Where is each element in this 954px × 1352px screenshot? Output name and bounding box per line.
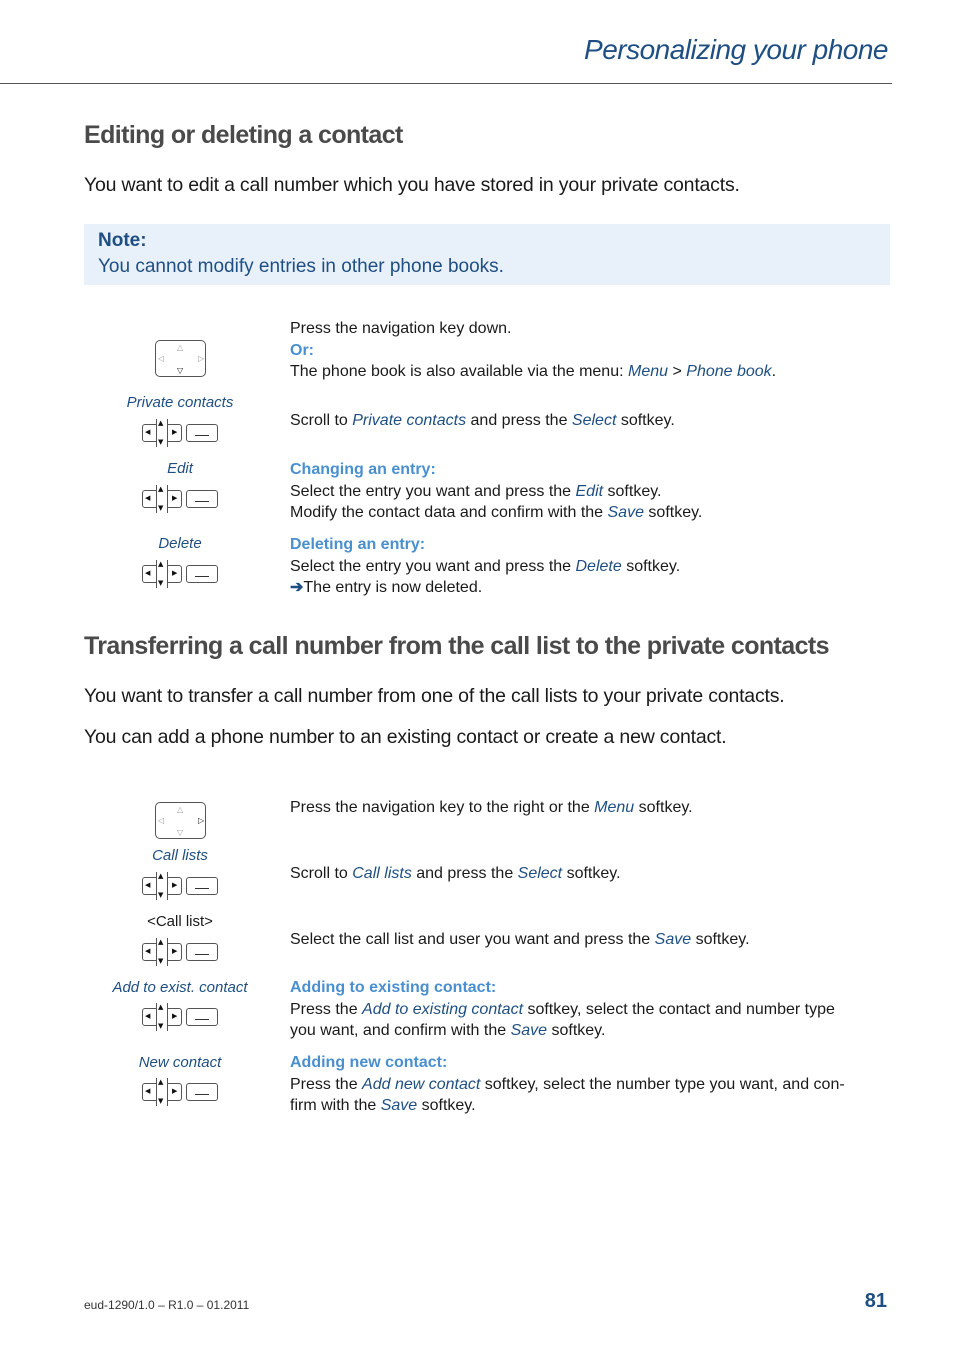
step-description — [290, 459, 890, 524]
navigation-key-icon — [155, 340, 206, 377]
step-keyword: Changing an entry: — [290, 461, 436, 478]
softkey-term: Delete — [575, 557, 622, 575]
phone-book-term: Phone book — [686, 363, 772, 380]
step-text — [290, 577, 890, 599]
arrow-down-icon: ▽ — [177, 828, 184, 837]
note-box — [84, 224, 890, 285]
arrow-right-icon: ▷ — [198, 354, 205, 363]
nav-cross-icon: ▲ ▼ ◀ ▶ — [142, 872, 182, 900]
menu-term: Private contacts — [352, 412, 467, 429]
section-intro-transferring-1: You want to transfer a call number from one of the call lists to your private contacts. — [84, 685, 785, 707]
softkey-term: Add new contact — [362, 1075, 481, 1093]
step-description — [290, 929, 890, 951]
softkey-term: Menu — [594, 799, 635, 816]
step-text — [290, 1095, 890, 1117]
header-divider — [0, 83, 892, 84]
nav-cross-icon: ▲ ▼ ◀ ▶ — [142, 938, 182, 966]
text-run: softkey. — [603, 482, 662, 500]
text-run: softkey, select the number type you want, and con- — [480, 1075, 845, 1093]
display-label-call-list: <Call list> — [147, 913, 213, 930]
text-run: The entry is now deleted. — [303, 579, 483, 596]
nav-cross-icon: ▲ ▼ ◀ ▶ — [142, 485, 182, 513]
section-heading-transferring: Transferring a call number from the call list to the private contacts — [84, 632, 829, 660]
text-run: Select the entry you want and press the — [290, 557, 576, 575]
step-text: Press the navigation key down. — [290, 320, 512, 337]
or-label: Or: — [290, 341, 314, 359]
text-run: softkey. — [643, 504, 703, 521]
text-run: The phone book is also available via the menu: — [290, 363, 628, 380]
softkey-term: Save — [607, 504, 644, 521]
text-run: and press the — [466, 412, 572, 429]
text-run: softkey. — [621, 557, 681, 575]
page-number: 81 — [864, 1290, 887, 1312]
step-description — [290, 318, 890, 383]
text-run: Select the call list and user you want and press the — [290, 931, 655, 948]
step-description — [290, 797, 890, 819]
section-intro-editing: You want to edit a call number which you have stored in your private contacts. — [84, 174, 740, 196]
step-keyword: Adding to existing contact: — [290, 979, 497, 996]
note-title: Note: — [98, 230, 147, 251]
softkey-icon — [142, 872, 218, 900]
softkey-icon — [142, 560, 218, 588]
step-description — [290, 410, 890, 432]
text-run: softkey. — [547, 1022, 606, 1039]
softkey-icon — [142, 1078, 218, 1106]
softkey-term: Save — [380, 1097, 418, 1114]
text-run: softkey. — [634, 799, 693, 816]
text-run: Select the entry you want and press the — [290, 482, 576, 500]
text-run: Scroll to — [290, 865, 353, 882]
arrow-up-icon: △ — [177, 805, 184, 814]
step-description — [290, 977, 890, 1042]
softkey-term: Select — [571, 412, 617, 429]
softkey-term: Select — [517, 865, 563, 882]
display-label-edit: Edit — [167, 460, 193, 477]
display-label-private-contacts: Private contacts — [126, 394, 234, 411]
display-label-delete: Delete — [158, 535, 202, 552]
section-intro-transferring-2: You can add a phone number to an existing contact or create a new contact. — [84, 726, 727, 748]
arrow-left-icon: ◁ — [158, 354, 165, 363]
softkey-icon — [142, 938, 218, 966]
note-text: You cannot modify entries in other phone books. — [98, 256, 504, 277]
softkey-button-icon — [186, 943, 218, 961]
softkey-icon — [142, 485, 218, 513]
page-header-title: Personalizing your phone — [584, 34, 888, 65]
step-text — [290, 502, 890, 524]
menu-term: Menu — [628, 363, 669, 380]
step-text — [290, 999, 890, 1021]
text-run: Modify the contact data and confirm with the — [290, 504, 608, 521]
softkey-button-icon — [186, 1008, 218, 1026]
arrow-right-active-icon: ▷ — [198, 816, 205, 825]
step-description — [290, 1052, 890, 1117]
text-run: softkey. — [691, 931, 750, 948]
text-run: Press the — [290, 1075, 363, 1093]
text-run: > — [668, 363, 687, 380]
step-description — [290, 863, 890, 885]
step-text — [290, 556, 890, 578]
softkey-icon — [142, 419, 218, 447]
step-keyword: Deleting an entry: — [290, 536, 426, 553]
text-run: Press the navigation key to the right or the — [290, 799, 595, 816]
text-run: and press the — [411, 865, 518, 882]
softkey-button-icon — [186, 1083, 218, 1101]
softkey-button-icon — [186, 490, 218, 508]
step-text — [290, 1020, 890, 1042]
softkey-term: Add to existing contact — [362, 1000, 524, 1018]
step-text — [290, 1074, 890, 1096]
text-run: softkey. — [417, 1097, 476, 1114]
arrow-up-icon: △ — [177, 343, 184, 352]
arrow-left-icon: ◁ — [158, 816, 165, 825]
softkey-button-icon — [186, 877, 218, 895]
text-run: Press the — [290, 1000, 363, 1018]
softkey-button-icon — [186, 565, 218, 583]
nav-cross-icon: ▲ ▼ ◀ ▶ — [142, 1078, 182, 1106]
section-heading-editing: Editing or deleting a contact — [84, 121, 403, 149]
navigation-key-icon — [155, 802, 206, 839]
nav-cross-icon: ▲ ▼ ◀ ▶ — [142, 419, 182, 447]
text-run: softkey. — [616, 412, 675, 429]
softkey-icon — [142, 1003, 218, 1031]
text-run: firm with the — [290, 1097, 381, 1114]
arrow-down-active-icon: ▽ — [177, 366, 184, 375]
display-label-add-to-existing: Add to exist. contact — [112, 979, 248, 996]
step-text — [290, 361, 890, 383]
step-keyword: Adding new contact: — [290, 1054, 448, 1071]
softkey-term: Edit — [575, 482, 604, 500]
text-run: you want, and confirm with the — [290, 1022, 511, 1039]
softkey-button-icon — [186, 424, 218, 442]
display-label-call-lists: Call lists — [152, 847, 208, 864]
text-run: softkey. — [562, 865, 621, 882]
softkey-term: Save — [510, 1022, 548, 1039]
step-text — [290, 481, 890, 503]
text-run: . — [771, 363, 777, 380]
text-run: Scroll to — [290, 412, 353, 429]
nav-cross-icon: ▲ ▼ ◀ ▶ — [142, 1003, 182, 1031]
nav-cross-icon: ▲ ▼ ◀ ▶ — [142, 560, 182, 588]
result-arrow-icon: ➔ — [290, 579, 304, 596]
step-description — [290, 534, 890, 599]
footer-doc-id: eud-1290/1.0 – R1.0 – 01.2011 — [84, 1298, 250, 1312]
softkey-term: Save — [654, 931, 692, 948]
menu-term: Call lists — [352, 865, 412, 882]
display-label-new-contact: New contact — [138, 1054, 222, 1071]
text-run: softkey, select the contact and number type — [523, 1000, 835, 1018]
